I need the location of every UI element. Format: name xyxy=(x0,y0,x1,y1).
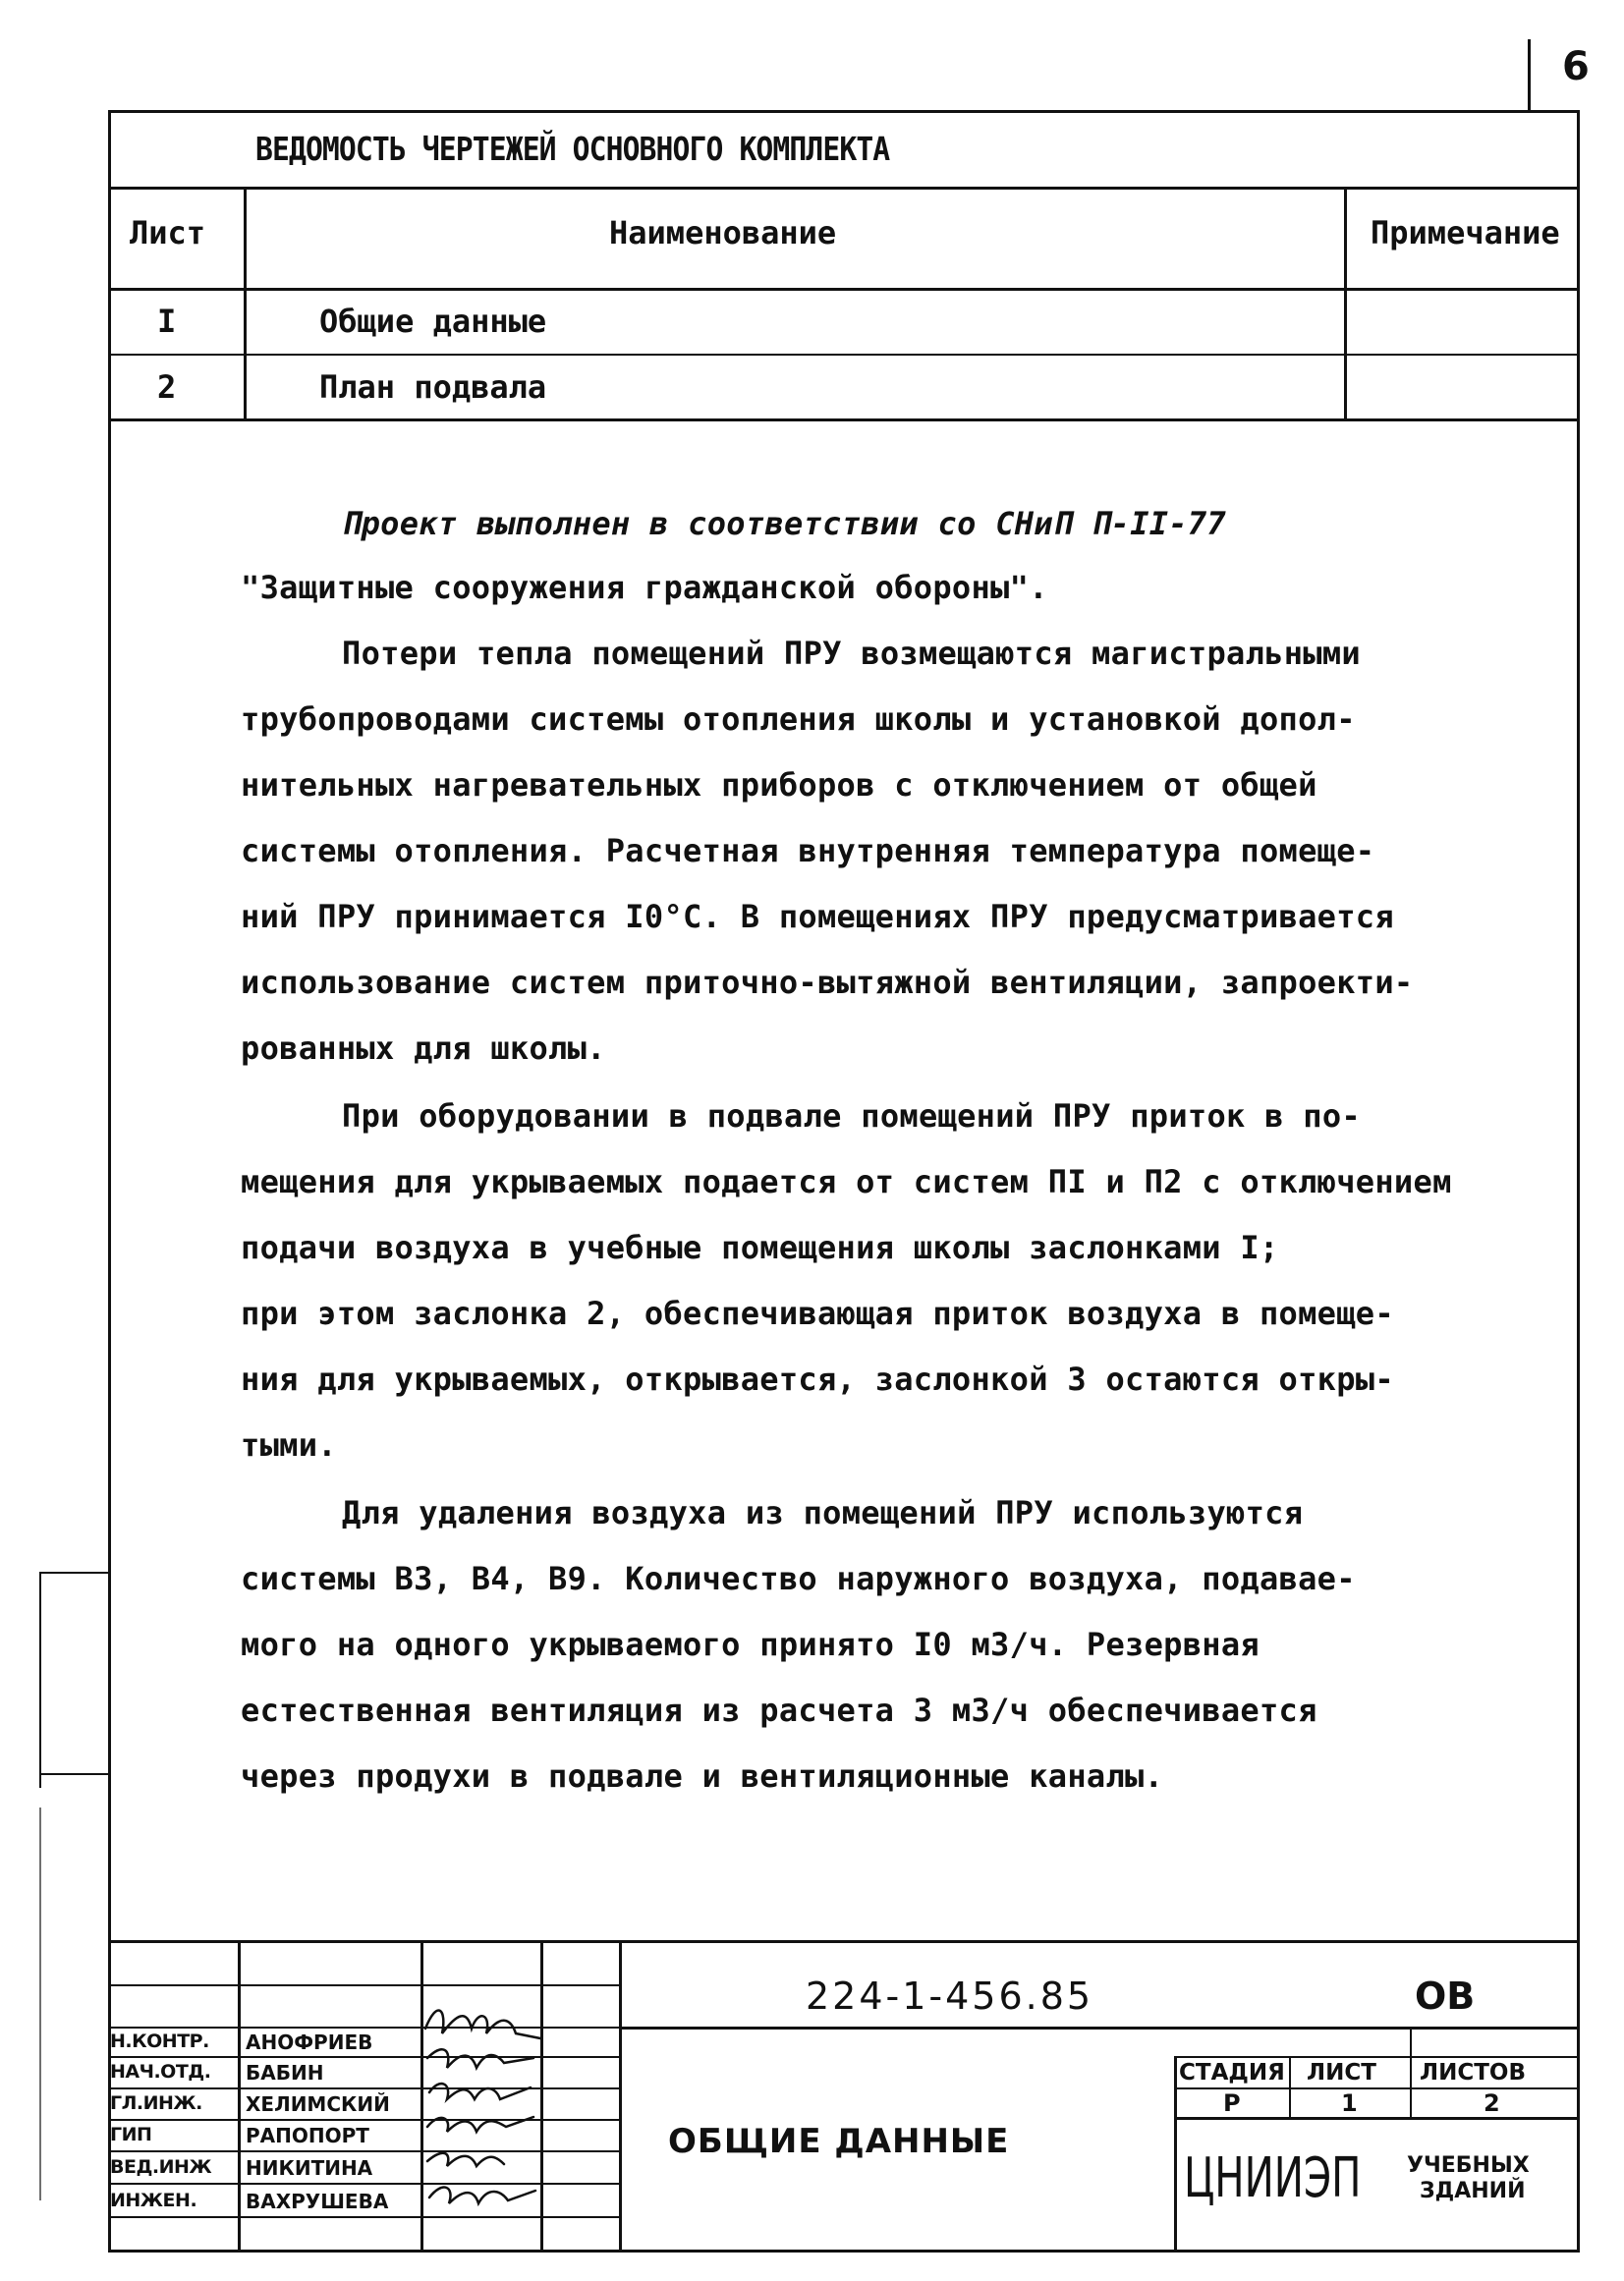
column-header-note: Примечание xyxy=(1371,214,1560,251)
document-code: 224-1-456.85 xyxy=(806,1975,1094,2018)
note-line: тыми. xyxy=(241,1426,337,1464)
column-header-name: Наименование xyxy=(609,214,837,251)
organization-sub-1: УЧЕБНЫХ xyxy=(1407,2153,1530,2178)
person-name: ВАХРУШЕВА xyxy=(246,2190,389,2213)
document-mark: ОВ xyxy=(1415,1975,1476,2018)
role-label: ИНЖЕН. xyxy=(110,2190,197,2211)
note-line: системы В3, В4, В9. Количество наружного воздуха, подавае- xyxy=(241,1560,1356,1597)
signatures-image xyxy=(418,1979,555,2225)
role-label: Н.КОНТР. xyxy=(110,2031,209,2052)
role-label: НАЧ.ОТД. xyxy=(110,2061,211,2083)
sheet-value: 1 xyxy=(1341,2089,1358,2117)
sheet-list-title: ВЕДОМОСТЬ ЧЕРТЕЖЕЙ ОСНОВНОГО КОМПЛЕКТА xyxy=(255,130,890,168)
table-row-2-sheet: 2 xyxy=(157,368,177,406)
note-line: При оборудовании в подвале помещений ПРУ приток в по- xyxy=(342,1097,1361,1135)
role-label: ГЛ.ИНЖ. xyxy=(110,2092,202,2114)
sheets-value: 2 xyxy=(1484,2089,1500,2117)
drawing-title: ОБЩИЕ ДАННЫЕ xyxy=(668,2122,1010,2161)
note-line: системы отопления. Расчетная внутренняя температура помеще- xyxy=(241,832,1375,869)
note-line: ния для укрываемых, открывается, заслонкой 3 остаются откры- xyxy=(241,1361,1394,1398)
stage-label: СТАДИЯ xyxy=(1179,2060,1285,2086)
note-line: Проект выполнен в соответствии со СНиП П-II-77 xyxy=(342,505,1227,542)
frame-right xyxy=(1577,110,1580,2252)
note-line: через продухи в подвале и вентиляционные каналы. xyxy=(241,1757,1164,1795)
note-line: Для удаления воздуха из помещений ПРУ используются xyxy=(342,1494,1304,1531)
note-line: ний ПРУ принимается I0°С. В помещениях ПРУ предусматривается xyxy=(241,898,1394,935)
note-line: трубопроводами системы отопления школы и установкой допол- xyxy=(241,700,1356,738)
note-line: "Защитные сооружения гражданской обороны". xyxy=(241,569,1048,606)
frame-bottom xyxy=(108,2250,1580,2253)
column-header-sheet: Лист xyxy=(130,214,206,251)
note-line: при этом заслонка 2, обеспечивающая приток воздуха в помеще- xyxy=(241,1295,1394,1332)
table-row-1-name: Общие данные xyxy=(319,303,547,340)
role-label: ГИП xyxy=(110,2124,152,2145)
note-line: использование систем приточно-вытяжной вентиляции, запроекти- xyxy=(241,964,1414,1001)
note-line: мого на одного укрываемого принято I0 м3/ч. Резервная xyxy=(241,1626,1260,1663)
sheet-label: ЛИСТ xyxy=(1307,2060,1376,2086)
note-line: рованных для школы. xyxy=(241,1029,606,1067)
person-name: АНОФРИЕВ xyxy=(246,2031,373,2054)
table-row-2-name: План подвала xyxy=(319,368,547,406)
note-line: естественная вентиляция из расчета 3 м3/ч обеспечивается xyxy=(241,1692,1317,1729)
stage-value: Р xyxy=(1223,2089,1241,2117)
role-label: ВЕД.ИНЖ xyxy=(110,2156,212,2178)
person-name: ХЕЛИМСКИЙ xyxy=(246,2092,390,2116)
person-name: БАБИН xyxy=(246,2061,324,2085)
sheets-label: ЛИСТОВ xyxy=(1420,2060,1527,2086)
organization-name: ЦНИИЭП xyxy=(1184,2146,1362,2210)
frame-top xyxy=(108,110,1580,113)
note-line: нительных нагревательных приборов с отключением от общей xyxy=(241,766,1317,804)
person-name: НИКИТИНА xyxy=(246,2156,373,2180)
table-row-1-sheet: I xyxy=(157,303,177,340)
person-name: РАПОПОРТ xyxy=(246,2124,369,2147)
page-number: 6 xyxy=(1562,44,1590,89)
frame-left xyxy=(108,110,111,2252)
note-line: подачи воздуха в учебные помещения школы заслонками I; xyxy=(241,1229,1279,1266)
organization-sub-2: ЗДАНИЙ xyxy=(1420,2179,1526,2203)
note-line: Потери тепла помещений ПРУ возмещаются магистральными xyxy=(342,635,1361,672)
note-line: мещения для укрываемых подается от систем ПI и П2 с отключением xyxy=(241,1163,1452,1200)
